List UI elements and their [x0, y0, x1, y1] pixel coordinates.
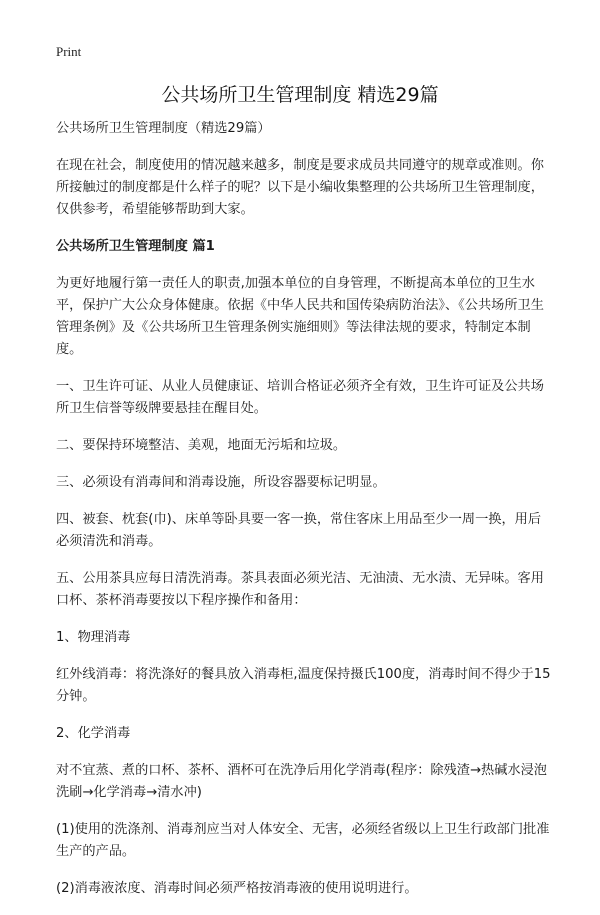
article-subtitle: 公共场所卫生管理制度（精选29篇）: [56, 121, 271, 136]
paragraph: 四、被套、枕套(巾)、床单等卧具要一客一换，常住客床上用品至少一周一换，用后必须清洗和消毒。: [56, 512, 542, 549]
paragraph: 为更好地履行第一责任人的职责,加强本单位的自身管理，不断提高本单位的卫生水平，保护广大公众身体健康。依据《中华人民共和国传染病防治法》、《公共场所卫生管理条例》及《公共场所卫生管理条例实施细则》等法律法规的要求，特制定本制度。: [56, 276, 544, 357]
paragraph: 红外线消毒：将洗涤好的餐具放入消毒柜,温度保持摄氏100度，消毒时间不得少于15分钟。: [56, 667, 551, 704]
article-body: [56, 118, 552, 915]
intro-paragraph: 在现在社会，制度使用的情况越来越多，制度是要求成员共同遵守的规章或准则。你所接触过的制度都是什么样子的呢？以下是小编收集整理的公共场所卫生管理制度，仅供参考，希望能够帮助到大家。: [56, 158, 544, 217]
paragraph: 对不宜蒸、煮的口杯、茶杯、酒杯可在洗净后用化学消毒(程序：除残渣→热碱水浸泡洗刷→化学消毒→清水冲): [56, 763, 547, 800]
section-heading: 公共场所卫生管理制度 篇1: [56, 239, 215, 254]
paragraph: 2、化学消毒: [56, 726, 131, 741]
print-link[interactable]: Print: [56, 44, 82, 59]
paragraph: 1、物理消毒: [56, 630, 131, 645]
paragraph: 三、必须设有消毒间和消毒设施，所设容器要标记明显。: [56, 475, 386, 490]
paragraph: 一、卫生许可证、从业人员健康证、培训合格证必须齐全有效，卫生许可证及公共场所卫生信誉等级牌要悬挂在醒目处。: [56, 379, 544, 416]
paragraph: 五、公用茶具应每日清洗消毒。茶具表面必须光洁、无油渍、无水渍、无异味。客用口杯、茶杯消毒要按以下程序操作和备用：: [56, 571, 544, 608]
page-title: 公共场所卫生管理制度 精选29篇: [161, 84, 439, 106]
paragraph: (1)使用的洗涤剂、消毒剂应当对人体安全、无害，必须经省级以上卫生行政部门批准生产的产品。: [56, 822, 550, 859]
paragraph: 二、要保持环境整洁、美观，地面无污垢和垃圾。: [56, 438, 347, 453]
paragraph: (2)消毒液浓度、消毒时间必须严格按消毒液的使用说明进行。: [56, 881, 418, 896]
